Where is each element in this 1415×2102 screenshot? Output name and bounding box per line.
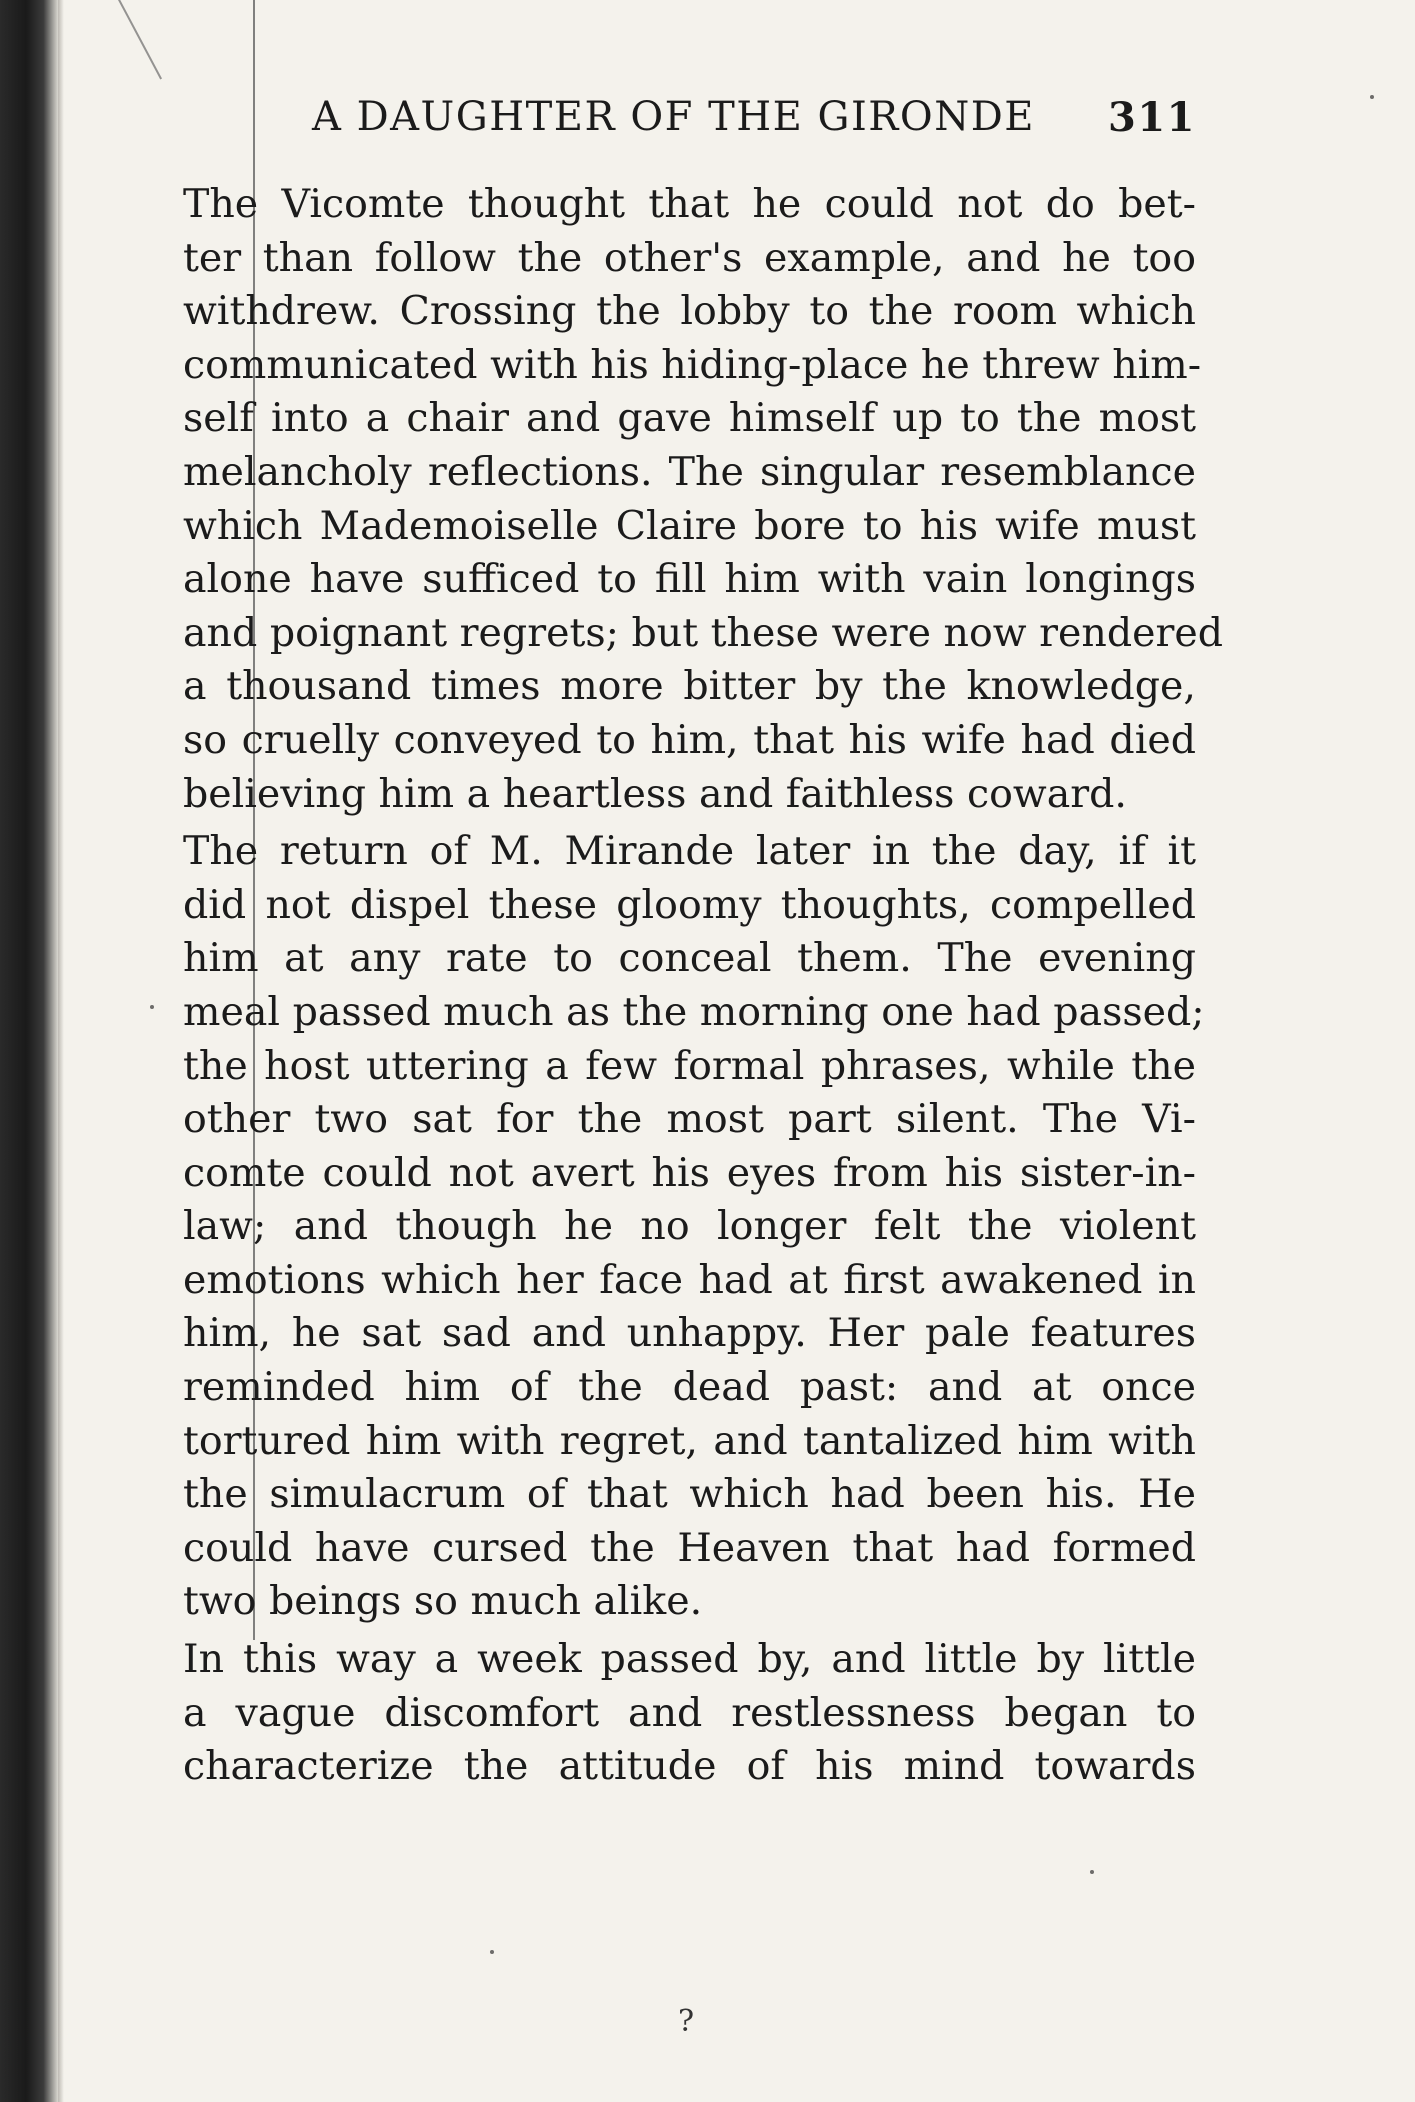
text-line: the host uttering a few formal phrases, while the: [183, 1042, 1196, 1089]
text-line: him at any rate to conceal them. The evening: [183, 935, 1196, 982]
text-line: tortured him with regret, and tantalized him with: [183, 1417, 1196, 1464]
page-binding-edge: [58, 0, 64, 2102]
text-line: the simulacrum of that which had been his. He: [183, 1471, 1196, 1518]
page-header: [312, 86, 1196, 146]
paragraph-3: [183, 1633, 1196, 1794]
paragraph-1: [183, 178, 1224, 821]
text-line: In this way a week passed by, and little by little: [183, 1636, 1196, 1683]
text-line: The Vicomte thought that he could not do bet-: [183, 181, 1196, 227]
text-line: ter than follow the other's example, and he too: [183, 234, 1196, 281]
text-line: and poignant regrets; but these were now rendered: [183, 609, 1224, 656]
text-line: self into a chair and gave himself up to the most: [183, 395, 1196, 442]
text-line: so cruelly conveyed to him, that his wife had died: [183, 716, 1196, 763]
text-line: a thousand times more bitter by the knowledge,: [183, 663, 1196, 710]
text-line: alone have sufficed to fill him with vain longings: [183, 556, 1196, 603]
ink-speck: [1370, 95, 1374, 99]
text-line: The return of M. Mirande later in the day, if it: [183, 828, 1196, 875]
text-line: reminded him of the dead past: and at once: [183, 1364, 1196, 1411]
body-text: [183, 178, 1224, 1798]
running-title: A DAUGHTER OF THE GIRONDE: [312, 94, 1035, 140]
text-line: law; and though he no longer felt the violent: [183, 1203, 1196, 1250]
page-binding-shadow: [0, 0, 58, 2102]
ink-speck: [1090, 1870, 1094, 1874]
text-line: withdrew. Crossing the lobby to the room which: [183, 288, 1196, 335]
text-line: other two sat for the most part silent. The Vi-: [183, 1096, 1196, 1143]
text-line: melancholy reflections. The singular resemblance: [183, 448, 1196, 495]
page-number: 311: [1108, 94, 1196, 141]
text-line: two beings so much alike.: [183, 1578, 703, 1625]
text-line: meal passed much as the morning one had passed;: [183, 988, 1205, 1035]
text-line: comte could not avert his eyes from his sister-in-: [183, 1149, 1196, 1196]
text-line: believing him a heartless and faithless coward.: [183, 770, 1127, 817]
text-line: characterize the attitude of his mind towards: [183, 1743, 1196, 1790]
text-line: could have cursed the Heaven that had formed: [183, 1524, 1196, 1571]
ink-speck: [150, 1005, 154, 1009]
text-line: did not dispel these gloomy thoughts, compelled: [183, 881, 1196, 928]
ink-speck: [490, 1950, 494, 1954]
footer-mark: ?: [678, 2004, 695, 2039]
text-line: communicated with his hiding-place he threw him-: [183, 341, 1202, 388]
text-line: emotions which her face had at first awakened in: [183, 1256, 1196, 1303]
corner-scratch-mark: [118, 0, 162, 79]
text-line: which Mademoiselle Claire bore to his wife must: [183, 502, 1196, 549]
text-line: a vague discomfort and restlessness began to: [183, 1689, 1196, 1736]
paragraph-2: [183, 825, 1205, 1629]
text-line: him, he sat sad and unhappy. Her pale features: [183, 1310, 1196, 1357]
